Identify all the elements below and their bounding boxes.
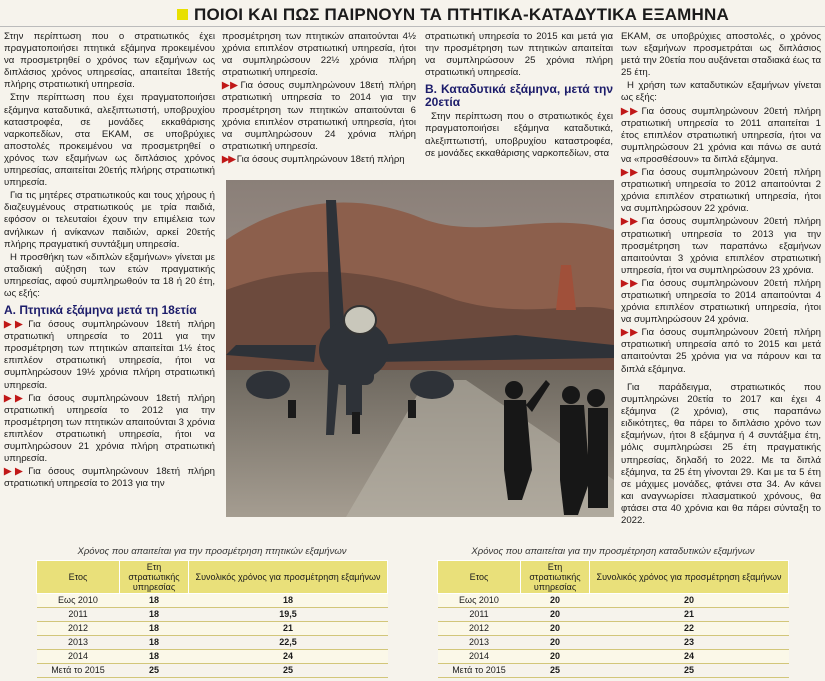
paragraph: Η προσθήκη των «διπλών εξαμήνων» γίνεται με σταδιακή αύξηση των ετών πραγματικής υπηρεσίας, αφού συμπληρωθούν τα 18 ή 20 έτη, ως εξής: <box>4 251 215 299</box>
column-4-example <box>621 382 821 528</box>
table-cell: 18 <box>120 594 189 608</box>
table-row <box>37 594 388 608</box>
table-cell: 20 <box>521 594 590 608</box>
paragraph: Στην περίπτωση που έχει πραγματοποιήσει εξάμηνα καταδυτικά, αλεξιπτωτιστή, υποβρυχίου καταστροφέα, σε μονάδες εκκαθάρισης ναρκοπεδίων, στα ΕΚΑΜ, σε υποβρύχιες αποστολές προκειμένου να προσμετρηθεί ο χρόνος των εξαμήνων ως διπλάσιος χρόνος υπηρεσίας, απαιτείται 20ετής πλήρης στρατιωτική υπηρεσία. <box>4 92 215 189</box>
flight-semesters-table <box>36 560 388 678</box>
article-title-bar <box>0 4 825 28</box>
article-title: ΠΟΙΟΙ ΚΑΙ ΠΩΣ ΠΑΙΡΝΟΥΝ ΤΑ ΠΤΗΤΙΚΑ-ΚΑΤΑΔΥΤΙΚΑ ΕΞΑΜΗΝΑ <box>194 5 729 24</box>
table-row <box>438 608 789 622</box>
table-cell: 22,5 <box>189 636 388 650</box>
table-cell: 20 <box>521 650 590 664</box>
bullet-item: ▶▶ Για όσους συμπληρώνουν 18ετή πλήρη στρατιωτική υπηρεσία το 2011 για την προσμέτρηση των πτητικών απαιτείται 1½ έτος επιπλέον στρατιωτική υπηρεσία, ήτοι να συμπληρώσουν 19½ χρόνια πλήρη στρατιωτική υπηρεσία. <box>4 319 215 391</box>
table-cell: Εως 2010 <box>438 594 521 608</box>
double-arrow-icon: ▶▶ <box>621 216 640 228</box>
table-cell: 18 <box>120 636 189 650</box>
paragraph: Στην περίπτωση που ο στρατιωτικός έχει πραγματοποιήσει εξάμηνα καταδυτικά, αλεξιπτωτιστή, υποβρυχίου καταστροφέα, σε μονάδες εκκαθάρισης ναρκοπεδίων, στα <box>425 111 613 159</box>
fighter-jet-illustration <box>226 180 614 517</box>
table-row <box>438 636 789 650</box>
double-arrow-icon: ▶▶ <box>222 80 239 92</box>
double-arrow-icon: ▶▶ <box>222 153 235 165</box>
paragraph: Για τις μητέρες στρατιωτικούς και τους χήρους ή διαζευγμένους στρατιωτικούς με τρία παιδιά, εφόσον οι τελευταίοι έχουν την επιμέλεια των ανήλικων ή ανίκανων παιδιών, αρκεί 20ετής πλήρης πραγματική συντάξιμη υπηρεσία. <box>4 190 215 250</box>
bullet-item: ▶▶ Για όσους συμπληρώνουν 20ετή πλήρη στρατιωτική υπηρεσία το 2013 για την προσμέτρηση των παραπάνω εξαμήνων απαιτούνται 3 χρόνια επιπλέον στρατιωτική υπηρεσία, ήτοι να συμπληρώσουν 23 χρόνια. <box>621 216 821 276</box>
table-row <box>37 650 388 664</box>
table-2-caption: Χρόνος που απαιτείται για την προσμέτρηση καταδυτικών εξαμήνων <box>471 546 755 557</box>
table-row <box>438 664 789 678</box>
table-cell: 20 <box>521 622 590 636</box>
table-row <box>438 650 789 664</box>
table-header-total-time: Συνολικός χρόνος για προσμέτρηση εξαμήνων <box>590 561 789 594</box>
table-header-service-years: Ετη στρατιωτικής υπηρεσίας <box>120 561 189 594</box>
paragraph: προσμέτρηση των πτητικών απαιτούνται 4½ χρόνια επιπλέον στρατιωτική υπηρεσία, ήτοι να συμπληρώσουν 22½ χρόνια πλήρη στρατιωτική υπηρεσία. <box>222 31 416 79</box>
paragraph: Για παράδειγμα, στρατιωτικός που συμπληρώνει 20ετία το 2017 και έχει 4 εξάμηνα (2 χρόνια), στις παραπάνω ειδικότητες, θα πάρει το διπλάσιο χρόνο των εξαμήνων, ήτοι 8 εξάμηνα ή 4 συντάξιμα έτη, μόλις συμπληρώσει 25 έτη πραγματικής υπηρεσίας, δηλαδή το 2022. Με τα διπλά εξάμηνα, τα 25 έτη γίνονται 29. Και με τα 5 έτη σε μάχιμες μονάδες, φτάνει στα 34. Αν κάνει και αναγνωρίσει πλασματικού χρόνους, θα φτάσει στα 40 χρόνια και θα πάρει σύνταξη το 2022. <box>621 382 821 527</box>
column-1 <box>4 31 215 491</box>
table-cell: 2014 <box>37 650 120 664</box>
table-cell: 2012 <box>37 622 120 636</box>
table-row <box>37 608 388 622</box>
table-cell: 2011 <box>438 608 521 622</box>
double-arrow-icon: ▶▶ <box>4 319 27 331</box>
section-heading-a: Α. Πτητικά εξάμηνα μετά τη 18ετία <box>4 303 197 318</box>
bullet-item: ▶▶ Για όσους συμπληρώνουν 20ετή πλήρη στρατιωτική υπηρεσία από το 2015 και μετά απαιτούνται 25 χρόνια για να πάρουν και τα διπλά εξάμηνα. <box>621 327 821 375</box>
table-row <box>438 622 789 636</box>
paragraph: στρατιωτική υπηρεσία το 2015 και μετά για την προσμέτρηση των πτητικών απαιτείται να συμπληρώσουν 25 χρόνια πλήρη στρατιωτική υπηρεσία. <box>425 31 613 79</box>
bullet-item: ▶▶ Για όσους συμπληρώνουν 18ετή πλήρη στρατιωτική υπηρεσία το 2013 για την <box>4 466 215 490</box>
table-cell: 25 <box>120 664 189 678</box>
table-header-total-time: Συνολικός χρόνος για προσμέτρηση εξαμήνων <box>189 561 388 594</box>
table-cell: 21 <box>590 608 789 622</box>
diving-semesters-table <box>437 560 789 678</box>
column-4 <box>621 31 821 377</box>
table-cell: 20 <box>590 594 789 608</box>
bullet-item: ▶▶ Για όσους συμπληρώνουν 18ετή πλήρη <box>222 153 405 165</box>
table-cell: Μετά το 2015 <box>438 664 521 678</box>
table-cell: 19,5 <box>189 608 388 622</box>
table-cell: 22 <box>590 622 789 636</box>
table-cell: 18 <box>120 650 189 664</box>
table-cell: 18 <box>120 608 189 622</box>
table-cell: 2013 <box>37 636 120 650</box>
fighter-jet-photo <box>226 180 614 517</box>
double-arrow-icon: ▶▶ <box>621 167 640 179</box>
column-2 <box>222 31 416 167</box>
section-heading-b: Β. Καταδυτικά εξάμηνα, μετά την 20ετία <box>425 82 613 110</box>
paragraph: Η χρήση των καταδυτικών εξαμήνων γίνεται ως εξής: <box>621 80 821 104</box>
table-cell: 2012 <box>438 622 521 636</box>
double-arrow-icon: ▶▶ <box>4 466 27 478</box>
double-arrow-icon: ▶▶ <box>621 277 640 289</box>
table-row <box>37 636 388 650</box>
table-header-year: Ετος <box>37 561 120 594</box>
table-row <box>37 664 388 678</box>
double-arrow-icon: ▶▶ <box>621 327 640 339</box>
bullet-item: ▶▶ Για όσους συμπληρώνουν 20ετή πλήρη στρατιωτική υπηρεσία το 2011 απαιτείται 1 έτος επιπλέον στρατιωτική υπηρεσία, ήτοι να συμπληρώσουν 21 χρόνια και πάνω σε αυτά να «προσθέσουν» τα διπλά εξάμηνα. <box>621 105 821 165</box>
paragraph: Στην περίπτωση που ο στρατιωτικός έχει πραγματοποιήσει πτητικά εξάμηνα προκειμένου να προσμετρηθεί ο χρόνος των εξαμήνων ως διπλάσιος χρόνος υπηρεσίας, απαιτείται 18ετής πλήρης στρατιωτική υπηρεσία. <box>4 31 215 91</box>
column-3 <box>425 31 613 161</box>
table-cell: 23 <box>590 636 789 650</box>
paragraph: ΕΚΑΜ, σε υποβρύχιες αποστολές, ο χρόνος των εξαμήνων προσμετράται ως διπλάσιος μετά την 20ετία που αυξάνεται σταδιακά έως τα 25 έτη. <box>621 31 821 79</box>
table-cell: 20 <box>521 636 590 650</box>
table-cell: 25 <box>521 664 590 678</box>
title-divider <box>0 26 825 27</box>
bullet-item: ▶▶ Για όσους συμπληρώνουν 20ετή πλήρη στρατιωτική υπηρεσία το 2014 απαιτούνται 4 χρόνια επιπλέον στρατιωτική υπηρεσία, ήτοι να συμπληρώσουν 24 χρόνια. <box>621 277 821 326</box>
bullet-item: ▶▶ Για όσους συμπληρώνουν 18ετή πλήρη στρατιωτική υπηρεσία το 2014 για την προσμέτρηση των πτητικών απαιτούνται 6 χρόνια επιπλέον στρατιωτική υπηρεσία, ήτοι να συμπληρώσουν 24 χρόνια πλήρη στρατιωτική υπηρεσία. <box>222 80 416 152</box>
table-cell: Εως 2010 <box>37 594 120 608</box>
table-cell: 2011 <box>37 608 120 622</box>
table-row <box>37 622 388 636</box>
table-cell: 2013 <box>438 636 521 650</box>
table-cell: 18 <box>120 622 189 636</box>
table-1-caption: Χρόνος που απαιτείται για την προσμέτρηση πτητικών εξαμήνων <box>77 546 347 557</box>
table-cell: Μετά το 2015 <box>37 664 120 678</box>
table-header-service-years: Ετη στρατιωτικής υπηρεσίας <box>521 561 590 594</box>
table-cell: 25 <box>189 664 388 678</box>
table-cell: 24 <box>189 650 388 664</box>
bullet-item: ▶▶ Για όσους συμπληρώνουν 18ετή πλήρη στρατιωτική υπηρεσία το 2012 για την προσμέτρηση των πτητικών απαιτούνται 3 χρόνια επιπλέον στρατιωτική υπηρεσία, ήτοι να συμπληρώσουν 21 χρόνια πλήρη στρατιωτική υπηρεσία. <box>4 392 215 465</box>
table-cell: 18 <box>189 594 388 608</box>
title-square-icon <box>177 9 188 20</box>
table-cell: 20 <box>521 608 590 622</box>
double-arrow-icon: ▶▶ <box>621 105 640 117</box>
table-header-year: Ετος <box>438 561 521 594</box>
table-cell: 24 <box>590 650 789 664</box>
table-cell: 2014 <box>438 650 521 664</box>
bullet-item: ▶▶ Για όσους συμπληρώνουν 20ετή πλήρη στρατιωτική υπηρεσία το 2012 απαιτούνται 2 χρόνια επιπλέον στρατιωτική υπηρεσία, ήτοι να συμπληρώσουν 22 χρόνια. <box>621 167 821 215</box>
table-cell: 21 <box>189 622 388 636</box>
double-arrow-icon: ▶▶ <box>4 392 27 404</box>
table-cell: 25 <box>590 664 789 678</box>
table-row <box>438 594 789 608</box>
